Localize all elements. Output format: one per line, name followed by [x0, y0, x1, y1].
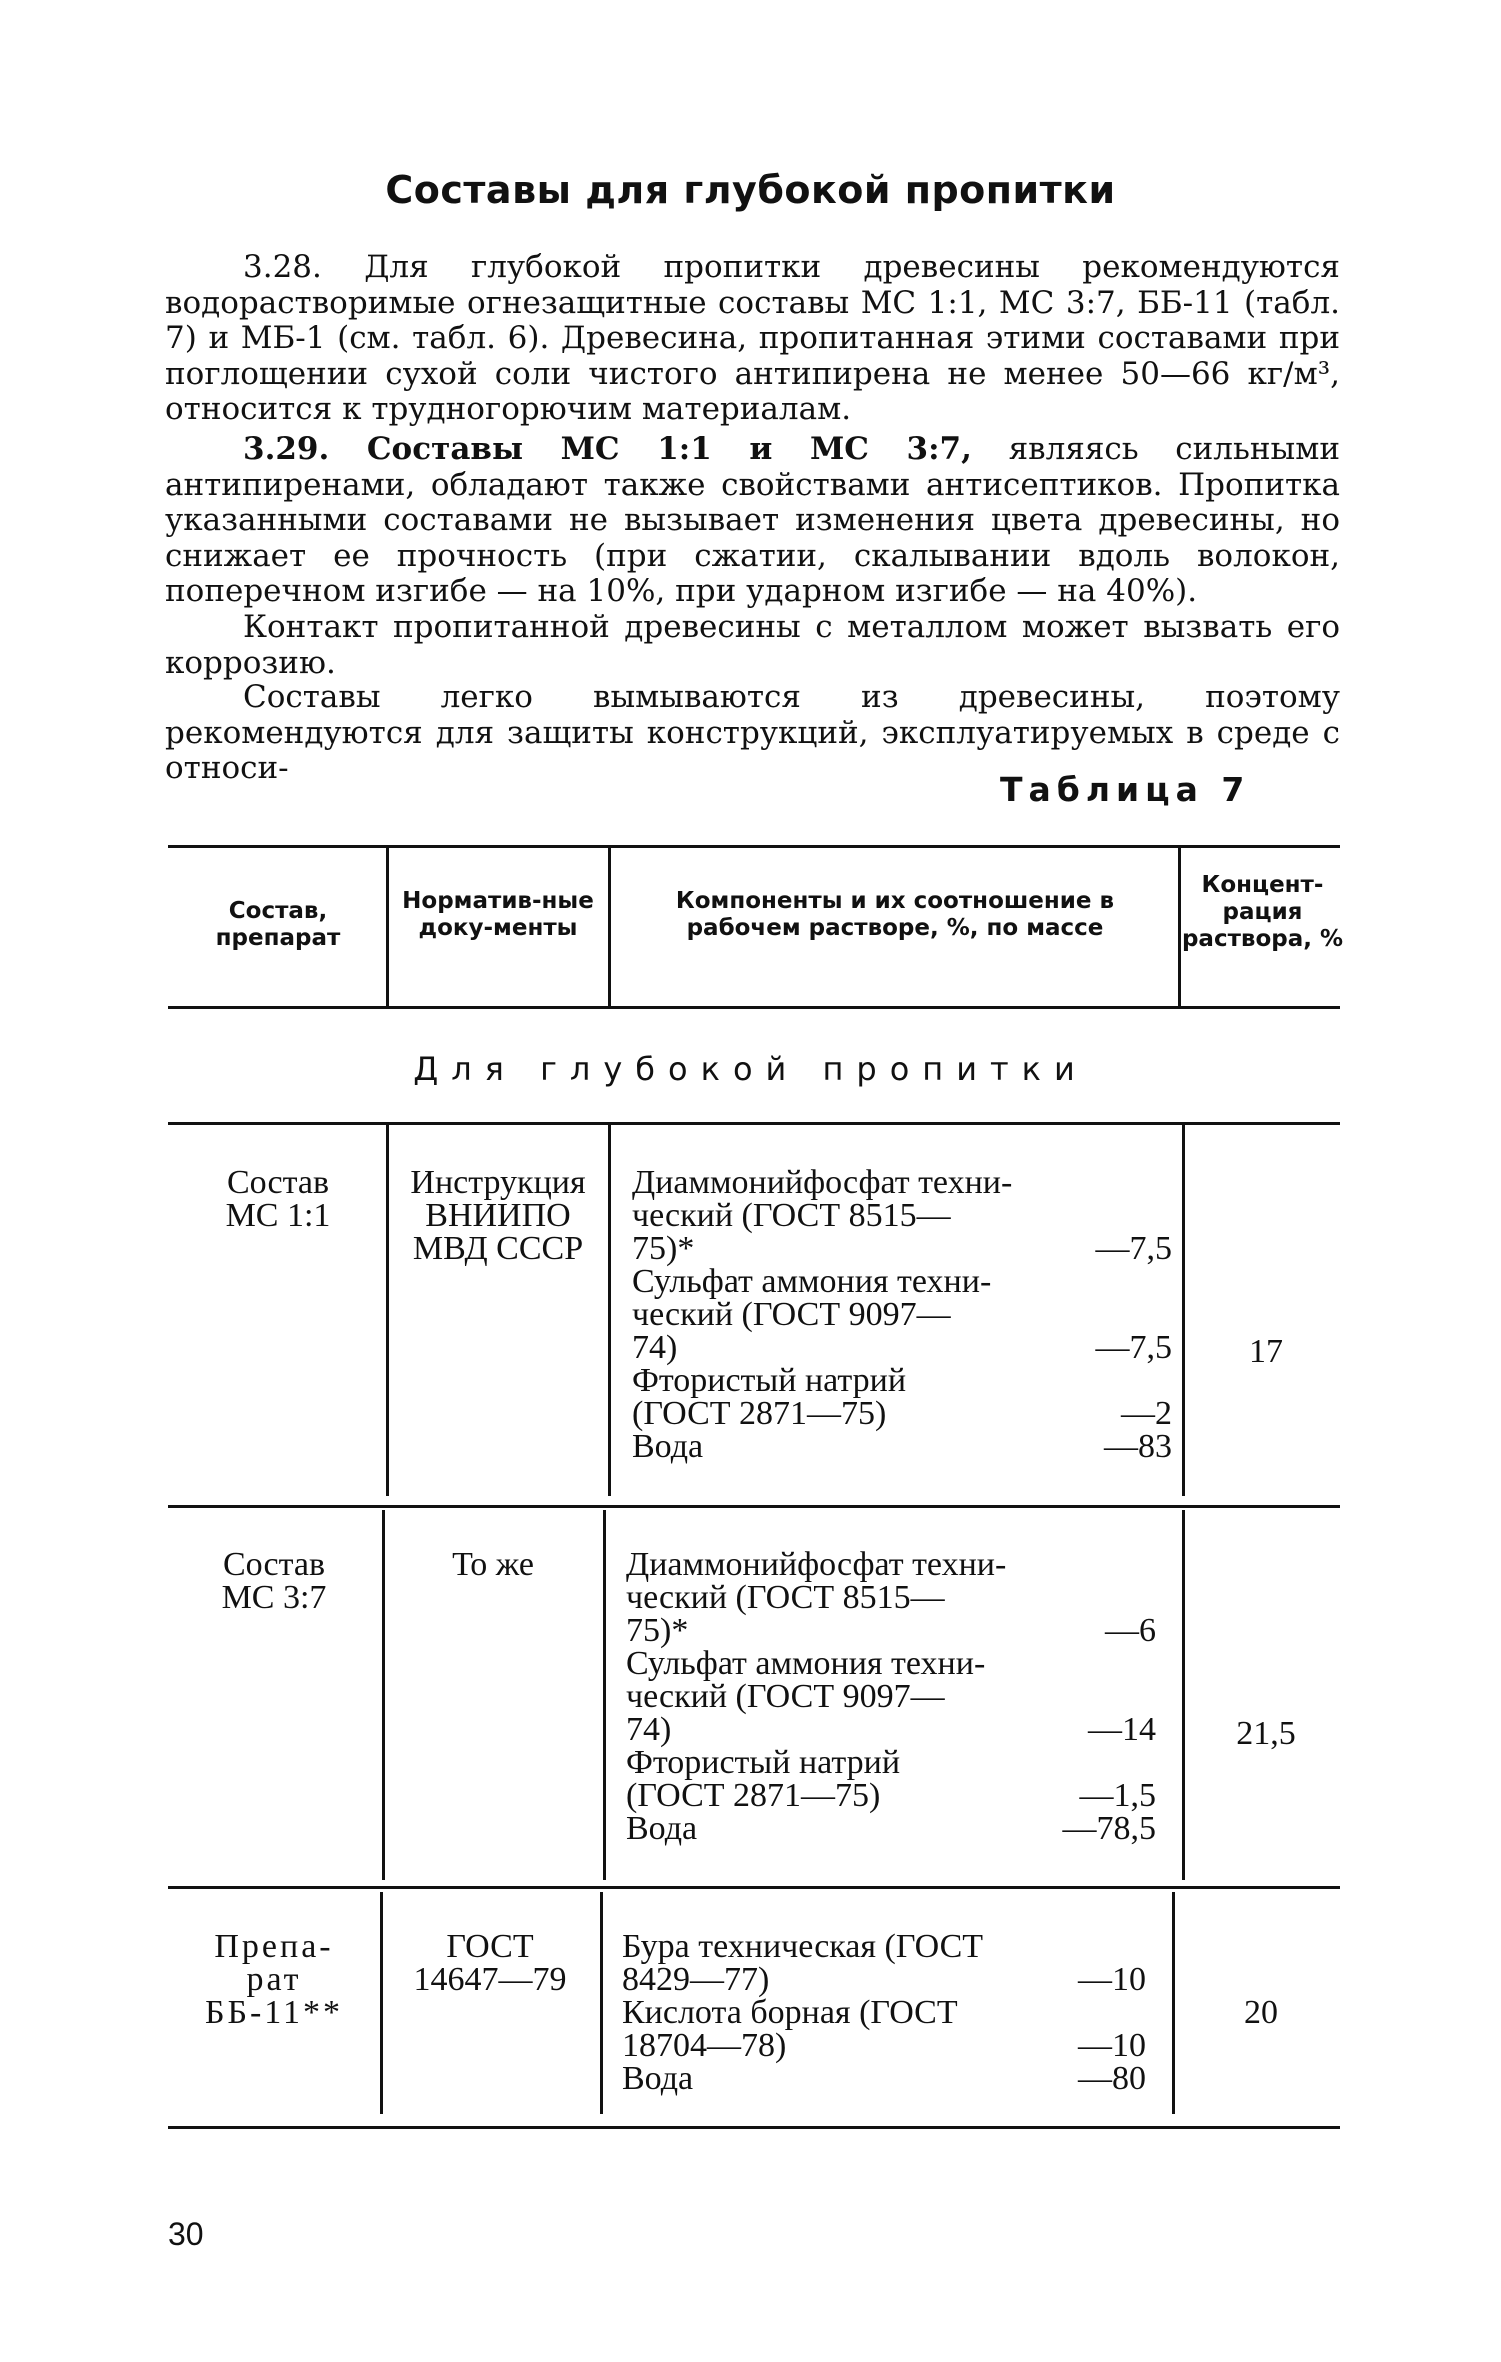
- paragraph-contact-text: Контакт пропитанной древесины с металлом может вызвать его коррозию.: [165, 609, 1340, 681]
- component-line: Вода —80: [622, 2060, 1146, 2097]
- row-3-concentration: 20: [1244, 1994, 1278, 2031]
- row-divider: [386, 1124, 389, 1496]
- component-line: Сульфат аммония техни-: [632, 1263, 992, 1300]
- header-documents: Норматив-ные доку-менты: [402, 888, 594, 941]
- row-divider: [603, 1510, 606, 1880]
- component-line: 75)* —7,5: [632, 1230, 1172, 1267]
- component-line: ческий (ГОСТ 9097—: [632, 1296, 951, 1333]
- row-2-name: [176, 1548, 372, 1614]
- section-heading: Для глубокой пропитки: [413, 1050, 1088, 1088]
- row-1-docs: [392, 1166, 604, 1265]
- component-line: (ГОСТ 2871—75) —1,5: [626, 1777, 1156, 1814]
- row-2-components: [626, 1548, 1156, 1845]
- component-line: Фтористый натрий: [626, 1744, 901, 1781]
- paragraph-3-29-text: являясь сильными антипиренами, обладают также свойствами антисептиков. Пропитка указанными составами не вызывает изменения цвета древесины, но снижает ее прочность (при сжатии, скалывании вдоль волокон, поперечном изгибе — на 10%, при ударном изгибе — на 40%).: [165, 431, 1340, 609]
- header-components: Компоненты и их соотношение в рабочем растворе, %, по массе: [675, 888, 1115, 941]
- row-1-docs-line: Инструкция: [410, 1164, 586, 1201]
- row-3-docs: [386, 1930, 594, 1996]
- component-line: (ГОСТ 2871—75) —2: [632, 1395, 1172, 1432]
- row-3-name-line: ББ-11**: [204, 1994, 344, 2031]
- component-line: ческий (ГОСТ 8515—: [626, 1579, 945, 1616]
- row-1-name: [180, 1166, 376, 1232]
- row-divider: [600, 1892, 603, 2114]
- row-3-docs-line: ГОСТ: [446, 1928, 534, 1965]
- row-divider: [1182, 1124, 1185, 1496]
- row-3-name-line: Препа-: [214, 1928, 334, 1965]
- row-2-name-line: МС 3:7: [221, 1579, 327, 1616]
- header-divider: [386, 848, 389, 1006]
- row-2-docs: [390, 1548, 596, 1581]
- component-line: ческий (ГОСТ 8515—: [632, 1197, 951, 1234]
- paragraph-3-29-lead: 3.29. Составы МС 1:1 и МС 3:7,: [243, 431, 972, 467]
- row-1-concentration: 17: [1249, 1333, 1283, 1370]
- component-line: Бура техническая (ГОСТ: [622, 1928, 984, 1965]
- table-bottom-rule: [168, 2126, 1340, 2129]
- row-2-docs-line: То же: [452, 1546, 534, 1583]
- component-line: Диаммонийфосфат техни-: [626, 1546, 1007, 1583]
- component-line: Фтористый натрий: [632, 1362, 907, 1399]
- table-top-rule: [168, 845, 1340, 848]
- row-rule: [168, 1505, 1340, 1508]
- paragraph-leaching-text: Составы легко вымываются из древесины, поэтому рекомендуются для защиты конструкций, эксплуатируемых в среде с относи-: [165, 679, 1340, 786]
- paragraph-3-28-text: 3.28. Для глубокой пропитки древесины рекомендуются водорастворимые огнезащитные составы МС 1:1, МС 3:7, ББ-11 (табл. 7) и МБ-1 (см. табл. 6). Древесина, пропитанная этими составами при поглощении сухой соли чистого антипирена не менее 50—66 кг/м³, относится к трудногорючим материалам.: [165, 249, 1340, 427]
- component-line: Вода —83: [632, 1428, 1172, 1465]
- component-line: Диаммонийфосфат техни-: [632, 1164, 1013, 1201]
- header-divider: [608, 848, 611, 1006]
- row-2-concentration: 21,5: [1236, 1715, 1296, 1752]
- row-divider: [382, 1510, 385, 1880]
- header-bottom-rule: [168, 1006, 1340, 1009]
- row-3-docs-line: 14647—79: [413, 1961, 567, 1998]
- row-3-name: [176, 1930, 372, 2029]
- row-1-docs-line: ВНИИПО: [425, 1197, 571, 1234]
- paragraph-3-28: [165, 250, 1340, 428]
- component-line: 74) —7,5: [632, 1329, 1172, 1366]
- section-rule: [168, 1122, 1340, 1125]
- row-divider: [380, 1892, 383, 2114]
- paragraph-contact: [165, 610, 1340, 681]
- row-1-name-line: Состав: [226, 1164, 330, 1201]
- paragraph-3-29: [165, 432, 1340, 610]
- table-caption: Таблица 7: [1000, 770, 1251, 809]
- header-concentration: Концент-рация раствора, %: [1181, 872, 1344, 952]
- component-line: Кислота борная (ГОСТ: [622, 1994, 958, 2031]
- row-rule: [168, 1886, 1340, 1889]
- row-3-name-line: рат: [246, 1961, 302, 1998]
- component-line: 75)* —6: [626, 1612, 1156, 1649]
- row-1-components: [632, 1166, 1172, 1463]
- component-line: Сульфат аммония техни-: [626, 1645, 986, 1682]
- page-title: Составы для глубокой пропитки: [385, 168, 1116, 212]
- row-divider: [608, 1124, 611, 1496]
- component-line: 18704—78) —10: [622, 2027, 1146, 2064]
- row-1-name-line: МС 1:1: [225, 1197, 331, 1234]
- component-line: 8429—77) —10: [622, 1961, 1146, 1998]
- row-2-name-line: Состав: [222, 1546, 326, 1583]
- row-3-components: [622, 1930, 1146, 2095]
- row-divider: [1172, 1892, 1175, 2114]
- component-line: Вода —78,5: [626, 1810, 1156, 1847]
- row-divider: [1182, 1510, 1185, 1880]
- component-line: 74) —14: [626, 1711, 1156, 1748]
- header-composition: Состав, препарат: [215, 898, 341, 951]
- page-number: 30: [168, 2216, 204, 2252]
- row-1-docs-line: МВД СССР: [412, 1230, 584, 1267]
- component-line: ческий (ГОСТ 9097—: [626, 1678, 945, 1715]
